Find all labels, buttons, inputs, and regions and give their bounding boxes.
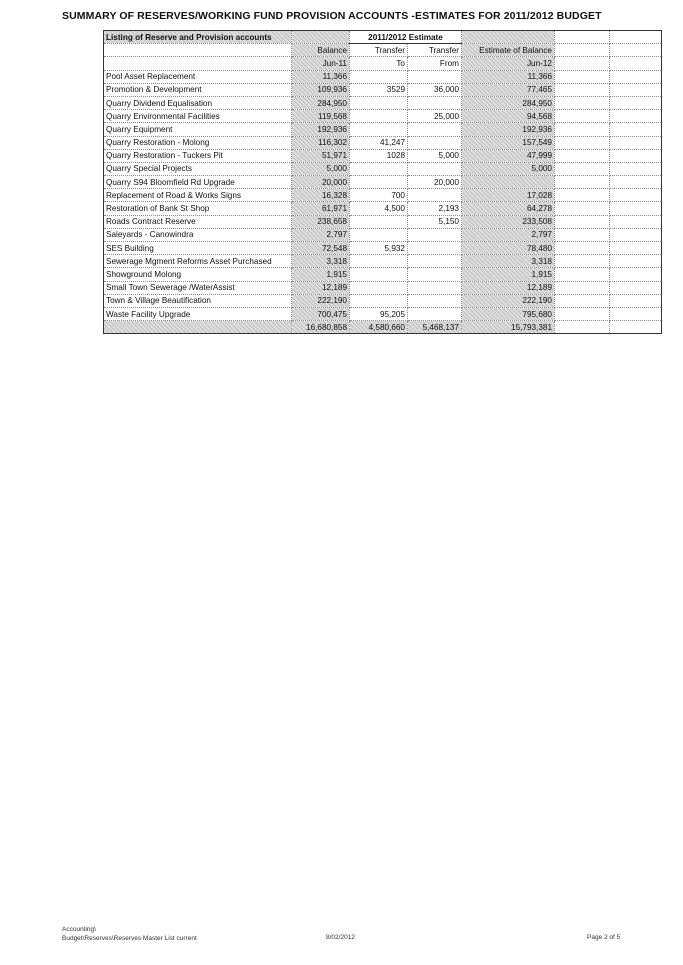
estimate-header: 2011/2012 Estimate [350,31,462,44]
transfer-from-cell [408,268,462,281]
table-row [104,242,662,255]
balance-header: Balance [292,44,350,57]
transfer-from-cell: 36,000 [408,83,462,96]
blank-cell [610,83,662,96]
transfer-to-cell: 700 [350,189,408,202]
transfer-from-cell [408,96,462,109]
balance-cell: 5,000 [292,162,350,175]
transfer-from-cell [408,242,462,255]
reserve-name: Quarry S94 Bloomfield Rd Upgrade [104,176,292,189]
transfer-from-cell [408,123,462,136]
table-row [104,228,662,241]
transfer-from-cell [408,136,462,149]
reserve-name: Town & Village Beautification [104,294,292,307]
blank-cell [610,215,662,228]
estimate-balance-cell: 64,278 [462,202,555,215]
balance-cell: 11,366 [292,70,350,83]
transfer-from-cell: 25,000 [408,110,462,123]
blank-cell [555,281,610,294]
estimate-balance-cell: 17,028 [462,189,555,202]
balance-cell: 192,936 [292,123,350,136]
table-row [104,123,662,136]
balance-cell: 61,971 [292,202,350,215]
balance-cell: 116,302 [292,136,350,149]
blank-cell [610,189,662,202]
transfer-from-cell [408,307,462,320]
blank-cell [555,110,610,123]
balance-cell: 119,568 [292,110,350,123]
blank-cell [610,162,662,175]
transfer-from-cell [408,281,462,294]
transfer-to-cell: 5,932 [350,242,408,255]
reserve-name: Quarry Equipment [104,123,292,136]
blank-cell [610,176,662,189]
reserve-name: SES Building [104,242,292,255]
estimate-balance-cell: 77,465 [462,83,555,96]
blank-cell [555,294,610,307]
balance-cell: 2,797 [292,228,350,241]
transfer-to-cell [350,281,408,294]
balance-cell: 51,971 [292,149,350,162]
to-subheader: To [350,57,408,70]
estimate-balance-cell: 78,480 [462,242,555,255]
blank-cell [555,215,610,228]
table-row [104,96,662,109]
estimate-balance-cell: 795,680 [462,307,555,320]
transfer-from-cell [408,70,462,83]
table-row [104,294,662,307]
blank-cell [610,255,662,268]
estimate-balance-cell: 47,999 [462,149,555,162]
estimate-balance-cell [462,176,555,189]
estimate-balance-header: Estimate of Balance [462,44,555,57]
blank-cell [610,136,662,149]
estimate-balance-cell: 222,190 [462,294,555,307]
balance-cell: 700,475 [292,307,350,320]
total-transfer-to: 4,580,660 [350,321,408,334]
reserve-name: Quarry Restoration - Molong [104,136,292,149]
blank-cell [610,268,662,281]
blank-cell [555,189,610,202]
reserves-table [103,30,662,334]
blank-cell [610,202,662,215]
reserve-name: Replacement of Road & Works Signs [104,189,292,202]
table-row [104,83,662,96]
table-row [104,110,662,123]
reserve-name: Waste Facility Upgrade [104,307,292,320]
total-estimate-balance: 15,793,381 [462,321,555,334]
blank-cell [555,202,610,215]
reserve-name: Quarry Restoration - Tuckers Pit [104,149,292,162]
footer-path-line2: Budget\Reserves\Reserves Master List current [62,935,197,942]
transfer-from-cell: 2,193 [408,202,462,215]
blank-cell [555,255,610,268]
blank-cell [610,294,662,307]
blank-cell [555,70,610,83]
table-row [104,176,662,189]
transfer-to-cell [350,96,408,109]
blank-cell [555,149,610,162]
reserve-name: Roads Contract Reserve [104,215,292,228]
transfer-from-cell: 5,000 [408,149,462,162]
table-row [104,307,662,320]
transfer-from-cell [408,294,462,307]
blank-cell [555,123,610,136]
transfer-to-cell: 3529 [350,83,408,96]
listing-header: Listing of Reserve and Provision accounts [104,31,292,44]
transfer-from-cell [408,228,462,241]
transfer-to-cell [350,294,408,307]
blank-cell [610,96,662,109]
table-row [104,136,662,149]
total-balance: 16,680,858 [292,321,350,334]
blank-cell [610,321,662,334]
estimate-balance-cell: 5,000 [462,162,555,175]
blank-cell [555,268,610,281]
transfer-from-cell [408,255,462,268]
blank-cell [555,307,610,320]
balance-cell: 1,915 [292,268,350,281]
table-row [104,162,662,175]
transfer-from-cell [408,162,462,175]
blank-cell [555,96,610,109]
blank-cell [610,149,662,162]
balance-cell: 109,936 [292,83,350,96]
transfer-from-cell: 20,000 [408,176,462,189]
estimate-balance-cell: 94,568 [462,110,555,123]
balance-cell: 12,189 [292,281,350,294]
transfer-to-cell [350,70,408,83]
table-row [104,215,662,228]
transfer-from-cell [408,189,462,202]
estimate-balance-cell: 157,549 [462,136,555,149]
table-row [104,70,662,83]
estimate-balance-cell: 2,797 [462,228,555,241]
balance-cell: 222,190 [292,294,350,307]
balance-cell: 3,318 [292,255,350,268]
balance-cell: 284,950 [292,96,350,109]
footer-date: 8/02/2012 [326,934,355,941]
table-row [104,268,662,281]
reserve-name: Quarry Dividend Equalisation [104,96,292,109]
reserve-name: Sewerage Mgment Reforms Asset Purchased [104,255,292,268]
blank-cell [610,110,662,123]
transfer-to-cell [350,215,408,228]
transfer-to-cell: 41,247 [350,136,408,149]
blank-cell [610,123,662,136]
transfer-to-cell [350,268,408,281]
balance-cell: 20,000 [292,176,350,189]
transfer-to-cell [350,162,408,175]
balance-cell: 16,328 [292,189,350,202]
transfer-to-cell [350,110,408,123]
transfer-to-cell [350,255,408,268]
blank-cell [610,281,662,294]
balance-date-header: Jun-11 [292,57,350,70]
transfer-to-cell [350,228,408,241]
blank-cell [555,321,610,334]
transfer-to-cell [350,176,408,189]
blank-cell [555,162,610,175]
page-title: SUMMARY OF RESERVES/WORKING FUND PROVISION ACCOUNTS -ESTIMATES FOR 2011/2012 BUDGET [62,10,602,22]
blank-cell [555,176,610,189]
estimate-balance-cell: 12,189 [462,281,555,294]
blank-cell [610,242,662,255]
blank-cell [555,242,610,255]
table-row [104,202,662,215]
reserve-name: Promotion & Development [104,83,292,96]
estimate-balance-cell: 11,366 [462,70,555,83]
blank-cell [555,228,610,241]
balance-cell: 72,548 [292,242,350,255]
reserve-name: Pool Asset Replacement [104,70,292,83]
reserve-name: Saleyards - Canowindra [104,228,292,241]
estimate-balance-cell: 1,915 [462,268,555,281]
reserve-name: Quarry Environmental Facilities [104,110,292,123]
reserve-name: Small Town Sewerage /WaterAssist [104,281,292,294]
transfer-to-cell [350,123,408,136]
totals-label-cell [104,321,292,334]
reserve-name: Quarry Special Projects [104,162,292,175]
estimate-balance-cell: 233,508 [462,215,555,228]
blank-cell [555,83,610,96]
transfer-from-header: Transfer [408,44,462,57]
blank-cell [610,70,662,83]
blank-cell [555,136,610,149]
table-row [104,281,662,294]
transfer-to-cell: 1028 [350,149,408,162]
table-row [104,189,662,202]
blank-cell [610,307,662,320]
blank-cell [610,228,662,241]
reserve-name: Restoration of Bank St Shop [104,202,292,215]
reserve-name: Showground Molong [104,268,292,281]
table-row [104,255,662,268]
transfer-to-header: Transfer [350,44,408,57]
total-transfer-from: 5,468,137 [408,321,462,334]
transfer-from-cell: 5,150 [408,215,462,228]
transfer-to-cell: 4,500 [350,202,408,215]
estimate-balance-cell: 192,936 [462,123,555,136]
balance-cell: 238,658 [292,215,350,228]
totals-row [104,321,662,334]
table-row [104,149,662,162]
from-subheader: From [408,57,462,70]
footer-path-line1: Accounting\ [62,926,96,933]
footer-page-number: Page 2 of 5 [587,934,621,941]
estimate-balance-cell: 284,950 [462,96,555,109]
transfer-to-cell: 95,205 [350,307,408,320]
estimate-date-header: Jun-12 [462,57,555,70]
estimate-balance-cell: 3,318 [462,255,555,268]
